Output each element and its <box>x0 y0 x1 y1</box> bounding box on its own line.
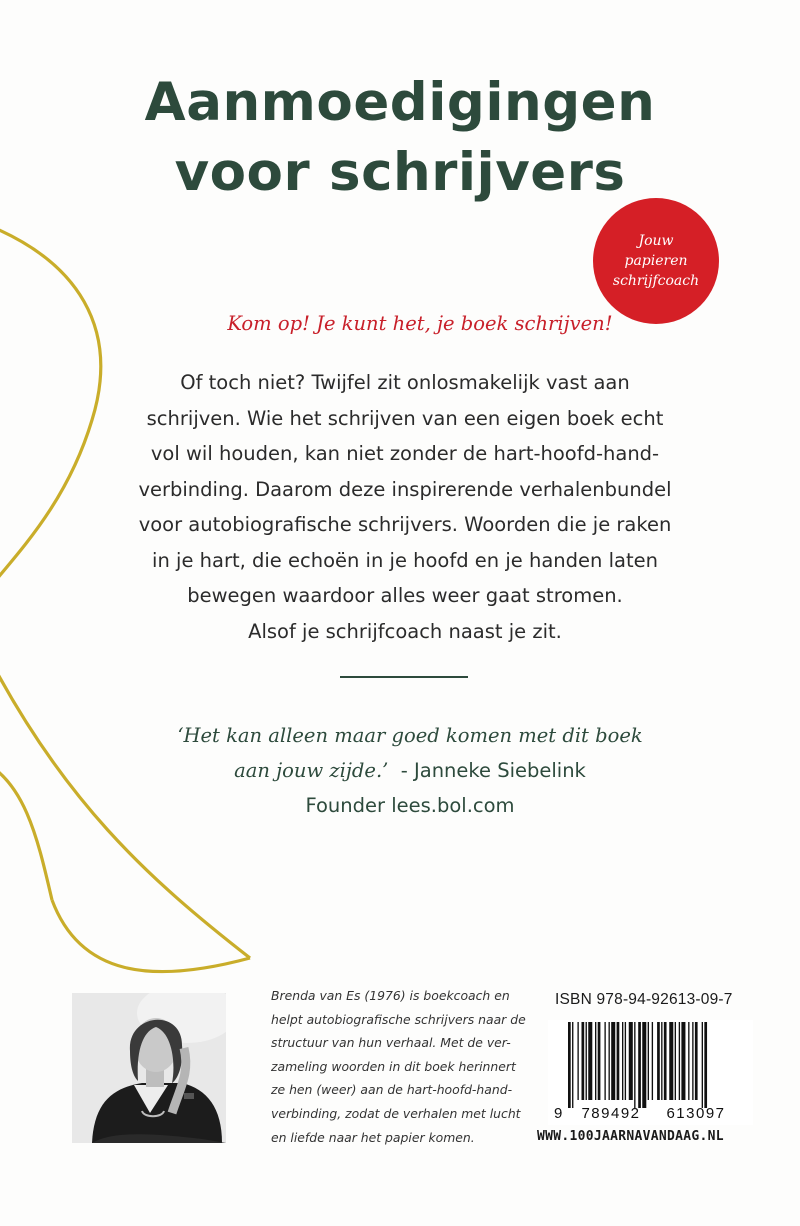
barcode-bar <box>679 1022 680 1100</box>
blurb-line: bewegen waardoor alles weer gaat stromen. <box>187 584 623 607</box>
tagline: Kom op! Je kunt het, je boek schrijven! <box>227 312 613 335</box>
author-bio <box>271 984 531 1149</box>
quote-line-2-text: aan jouw zijde.’ <box>234 759 389 782</box>
blurb-line: Of toch niet? Twijfel zit onlosmakelijk vast aan <box>180 371 630 394</box>
book-title-line-2: voor schrijvers <box>174 142 626 203</box>
barcode-bar <box>675 1022 676 1100</box>
barcode-bar <box>652 1022 653 1100</box>
barcode-bar <box>588 1022 592 1100</box>
bio-line: ze hen (weer) aan de hart-hoofd-hand- <box>271 1082 513 1098</box>
barcode-bar <box>625 1022 626 1100</box>
blurb-line: vol wil houden, kan niet zonder de hart-hoofd-hand- <box>150 442 660 465</box>
barcode-bar <box>638 1022 641 1108</box>
bio-line: zameling woorden in dit boek herinnert <box>271 1058 516 1074</box>
barcode-bar <box>617 1022 620 1100</box>
barcode-bar <box>664 1022 667 1100</box>
badge-line-1: Jouw <box>638 233 674 249</box>
isbn-number: ISBN 978-94-92613-09-7 <box>555 991 733 1008</box>
barcode-bar <box>695 1022 698 1100</box>
barcode-bar <box>681 1022 685 1100</box>
barcode-bar <box>629 1022 633 1100</box>
blurb-line: verbinding. Daarom deze inspirerende verhalenbundel <box>138 477 672 501</box>
quote-role: Founder lees.bol.com <box>305 794 515 817</box>
quote-attribution: - Janneke Siebelink <box>388 759 586 782</box>
barcode-bar <box>609 1022 610 1100</box>
barcode-bar <box>648 1022 649 1100</box>
barcode-bar <box>661 1022 662 1100</box>
blurb-line: voor autobiografische schrijvers. Woorden die je raken <box>138 513 672 536</box>
endorsement-quote <box>150 718 670 823</box>
barcode-bar <box>669 1022 673 1100</box>
book-title-line-1: Aanmoedigingen <box>144 72 656 133</box>
blurb-paragraph <box>135 365 675 649</box>
bio-line: Brenda van Es (1976) is boekcoach en <box>271 988 510 1003</box>
barcode-bar <box>611 1022 615 1100</box>
bio-line: helpt autobiografische schrijvers naar de <box>271 1011 526 1027</box>
barcode-bar <box>642 1022 646 1108</box>
barcode-bar <box>688 1022 689 1100</box>
barcode-bar <box>572 1022 573 1108</box>
barcode-first-digit: 9 <box>554 1105 563 1122</box>
blurb-line: schrijven. Wie het schrijven van een eigen boek echt <box>146 406 664 430</box>
badge-line-3: schrijfcoach <box>612 273 700 289</box>
bio-line: en liefde naar het papier komen. <box>271 1129 475 1145</box>
barcode-bar <box>598 1022 601 1100</box>
quote-line-1: ‘Het kan alleen maar goed komen met dit boek <box>177 724 643 747</box>
author-photo <box>72 993 226 1143</box>
barcode-bar <box>622 1022 623 1100</box>
website-url: WWW.100JAARNAVANDAAG.NL <box>537 1129 724 1144</box>
barcode-bar <box>582 1022 585 1100</box>
barcode-bar <box>577 1022 578 1100</box>
barcode-bar <box>704 1022 707 1108</box>
barcode-bar <box>692 1022 693 1100</box>
barcode-right-digits: 613097 <box>666 1105 726 1122</box>
red-round-badge <box>593 198 719 324</box>
barcode-left-digits: 789492 <box>581 1105 641 1122</box>
blurb-line: in je hart, die echoën in je hoofd en je handen laten <box>152 548 658 572</box>
barcode-bar <box>586 1022 587 1100</box>
barcode-bar <box>702 1022 703 1108</box>
barcode-bar <box>595 1022 596 1100</box>
barcode-bar <box>568 1022 571 1108</box>
quote-line-2 <box>150 753 670 788</box>
divider-line <box>340 676 468 678</box>
blurb-line: Alsof je schrijfcoach naast je zit. <box>248 619 562 643</box>
book-title <box>100 68 700 208</box>
barcode-bar <box>604 1022 605 1100</box>
barcode <box>548 1020 753 1125</box>
badge-line-2: papieren <box>624 253 688 269</box>
barcode-bar <box>634 1022 635 1108</box>
bio-line: verbinding, zodat de verhalen met lucht <box>271 1105 521 1121</box>
author-portrait-illustration <box>72 993 226 1143</box>
barcode-bar <box>657 1022 660 1100</box>
bio-line: structuur van hun verhaal. Met de ver- <box>271 1035 511 1051</box>
